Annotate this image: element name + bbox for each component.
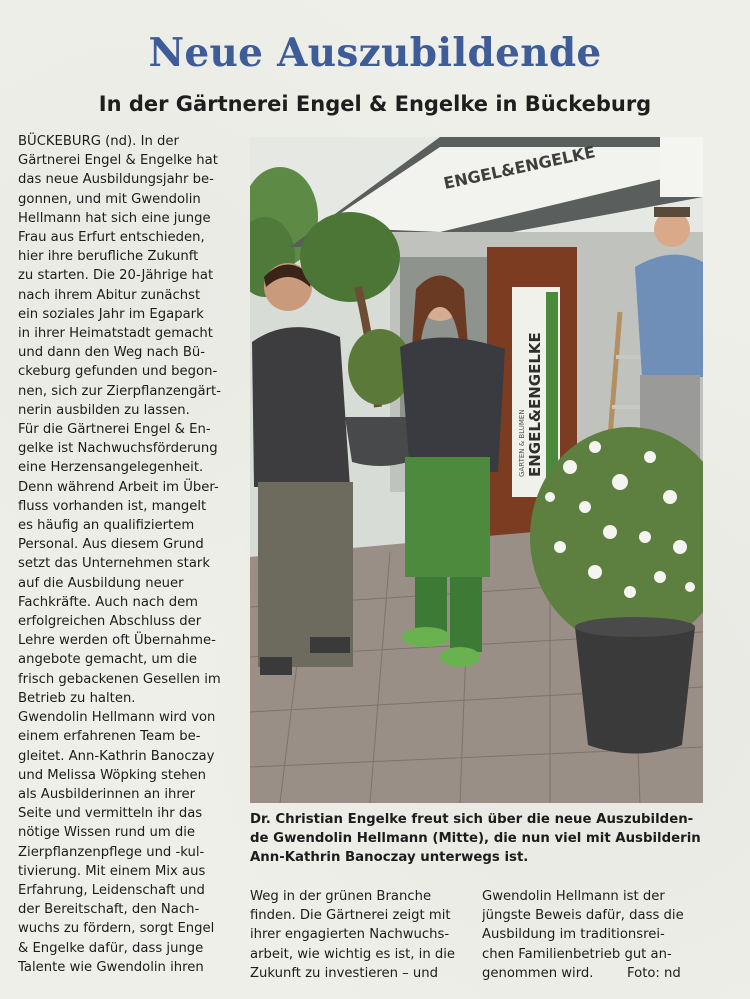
text-line: arbeit, wie wichtig es ist, in die [250, 946, 456, 962]
text-line: ihrer engagierten Nachwuchs- [250, 927, 450, 943]
text-line: finden. Die Gärtnerei zeigt mit [250, 908, 451, 924]
article-photo [250, 137, 703, 803]
text-line: gleitet. Ann-Kathrin Banoczay [18, 748, 215, 764]
text-line: nötige Wissen rund um die [18, 825, 196, 841]
text-line: Zukunft zu investieren – und [250, 965, 439, 981]
text-line: eine Herzensangelegenheit. [18, 460, 204, 476]
text-line: der Bereitschaft, den Nach- [18, 902, 200, 918]
text-line: auf die Ausbildung neuer [18, 575, 184, 591]
text-line: das neue Ausbildungsjahr be- [18, 172, 214, 188]
text-line: nen, sich zur Zierpflanzengärt- [18, 383, 221, 399]
caption-line: Dr. Christian Engelke freut sich über die neue Auszubilden- [250, 812, 694, 827]
text-line: jüngste Beweis dafür, dass die [482, 908, 684, 924]
text-line: Erfahrung, Leidenschaft und [18, 882, 205, 898]
text-line: ein soziales Jahr im Egapark [18, 306, 204, 322]
headline: Neue Auszubildende [148, 30, 602, 76]
text-line: als Ausbilderinnen an ihrer [18, 786, 196, 802]
text-line: Gwendolin Hellmann wird von [18, 710, 216, 726]
text-line: Betrieb zu halten. [18, 690, 136, 706]
text-line: es häufig an qualifiziertem [18, 518, 195, 534]
text-line: gelke ist Nachwuchsförderung [18, 441, 218, 457]
text-line: nerin ausbilden zu lassen. [18, 402, 190, 418]
text-line: frisch gebackenen Gesellen im [18, 671, 221, 687]
text-line: Hellmann hat sich eine junge [18, 210, 211, 226]
text-line: Gärtnerei Engel & Engelke hat [18, 153, 218, 169]
text-line: setzt das Unternehmen stark [18, 556, 210, 572]
article-column-1 [18, 132, 238, 977]
text-line: Personal. Aus diesem Grund [18, 537, 204, 553]
text-line: Ausbildung im traditionsrei- [482, 927, 665, 943]
text-line: Gwendolin Hellmann ist der [482, 889, 665, 904]
text-line: fluss vorhanden ist, mangelt [18, 498, 207, 514]
text-line: Talente wie Gwendolin ihren [18, 959, 204, 975]
text-line: Für die Gärtnerei Engel & En- [18, 422, 211, 438]
text-line: Zierpflanzenpflege und -kul- [18, 844, 205, 860]
text-line: einem erfahrenen Team be- [18, 729, 201, 745]
subheadline: In der Gärtnerei Engel & Engelke in Bückeburg [98, 92, 652, 116]
photo-caption [250, 810, 710, 867]
article-column-2 [250, 887, 475, 983]
text-line: genommen wird. Foto: nd [482, 965, 681, 981]
article-column-3 [482, 887, 707, 983]
text-line: Weg in der grünen Branche [250, 889, 432, 904]
door-sign-sub: GARTEN & BLUMEN [518, 409, 526, 477]
caption-line: Ann-Kathrin Banoczay unterwegs ist. [250, 850, 529, 865]
text-line: und dann den Weg nach Bü- [18, 345, 206, 361]
text-line: angebote gemacht, um die [18, 652, 197, 668]
text-line: chen Familienbetrieb gut an- [482, 946, 672, 962]
text-line: erfolgreichen Abschluss der [18, 614, 202, 630]
door-sign: ENGEL&ENGELKE [526, 332, 544, 477]
text-line: Denn während Arbeit im Über- [18, 479, 219, 495]
text-line: & Engelke dafür, dass junge [18, 940, 204, 956]
text-line: tivierung. Mit einem Mix aus [18, 863, 206, 879]
photo-illustration [250, 137, 703, 803]
text-line: Seite und vermitteln ihr das [18, 806, 203, 822]
text-line: ckeburg gefunden und begon- [18, 364, 218, 380]
awning-sign: ENGEL&ENGELKE [441, 142, 597, 193]
text-line: nach ihrem Abitur zunächst [18, 287, 201, 303]
text-line: hier ihre berufliche Zukunft [18, 249, 199, 265]
text-line: Lehre werden oft Übernahme- [18, 633, 216, 649]
caption-line: de Gwendolin Hellmann (Mitte), die nun viel mit Ausbilderin [250, 831, 701, 846]
text-line: Frau aus Erfurt entschieden, [18, 230, 205, 246]
text-line: Fachkräfte. Auch nach dem [18, 594, 199, 610]
text-line: zu starten. Die 20-Jährige hat [18, 268, 214, 284]
text-line: wuchs zu fördern, sorgt Engel [18, 921, 215, 937]
text-line: BÜCKEBURG (nd). In der [18, 134, 179, 149]
text-line: in ihrer Heimatstadt gemacht [18, 326, 213, 342]
text-line: gonnen, und mit Gwendolin [18, 191, 201, 207]
text-line: und Melissa Wöpking stehen [18, 767, 207, 783]
